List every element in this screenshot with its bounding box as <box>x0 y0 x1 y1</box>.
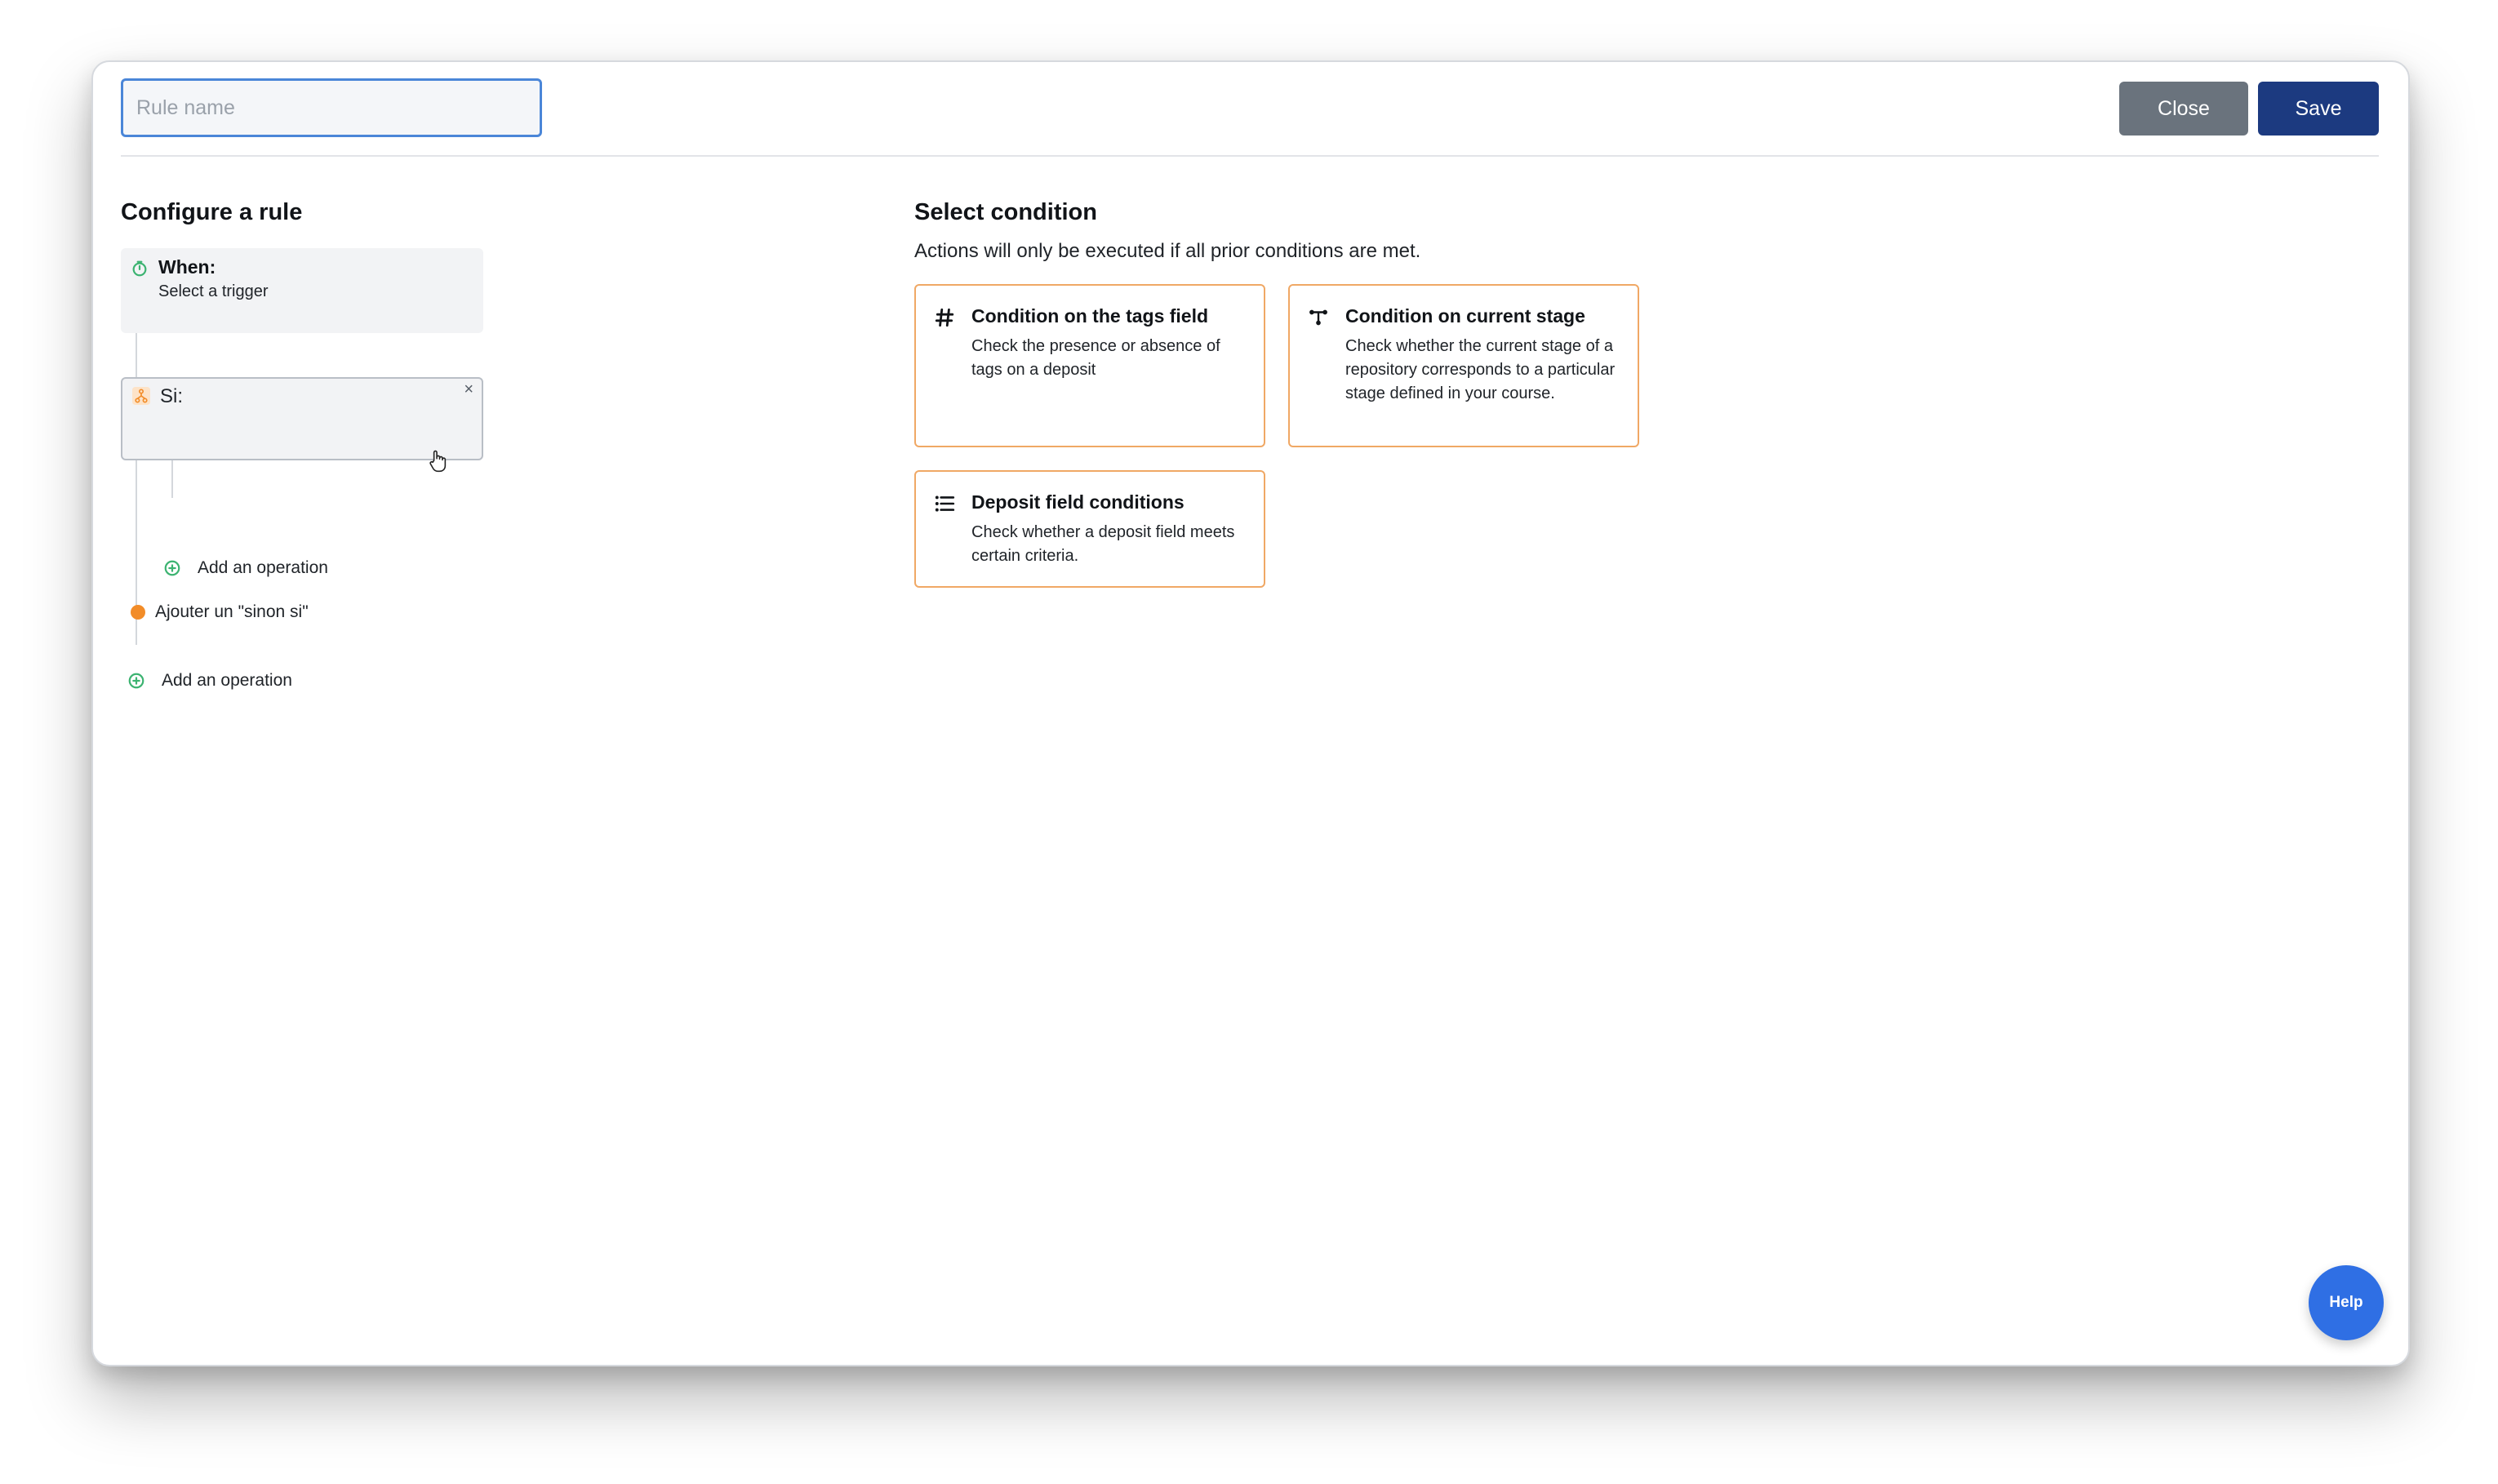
condition-card-title: Deposit field conditions <box>971 491 1185 513</box>
header-divider <box>121 155 2379 157</box>
else-if-dot-icon <box>131 605 145 620</box>
add-operation-button[interactable] <box>127 671 292 691</box>
rule-name-input[interactable] <box>121 78 542 137</box>
select-condition-subtitle: Actions will only be executed if all prior conditions are met. <box>914 240 1421 262</box>
branch-icon <box>132 387 150 405</box>
condition-card-description: Check whether the current stage of a repository corresponds to a particular stage defined in your course. <box>1345 337 1616 402</box>
flow-line <box>136 333 137 377</box>
stage-flow-icon <box>1308 307 1329 328</box>
add-else-if-button[interactable] <box>131 602 309 622</box>
rule-editor-window <box>91 60 2410 1366</box>
select-condition-title: Select condition <box>914 199 1097 225</box>
list-icon <box>934 493 955 514</box>
when-trigger-card[interactable] <box>121 248 483 333</box>
si-label: Si: <box>160 385 184 407</box>
when-trigger-text: Select a trigger <box>158 282 269 300</box>
condition-card-deposit-field[interactable] <box>914 470 1265 588</box>
add-operation-nested-button[interactable] <box>163 558 328 578</box>
add-circle-icon <box>127 672 145 690</box>
si-condition-card[interactable] <box>121 377 483 460</box>
condition-card-title: Condition on the tags field <box>971 305 1209 327</box>
add-else-if-label: Ajouter un "sinon si" <box>155 602 309 621</box>
condition-card-tags[interactable] <box>914 284 1265 447</box>
close-button[interactable]: Close <box>2119 82 2248 136</box>
hand-cursor-icon <box>428 449 449 473</box>
when-label: When: <box>158 256 216 278</box>
add-circle-icon <box>163 559 181 577</box>
timer-icon <box>131 260 149 278</box>
hash-icon <box>934 307 955 328</box>
condition-card-stage[interactable] <box>1288 284 1639 447</box>
add-operation-label: Add an operation <box>162 671 292 690</box>
condition-card-description: Check whether a deposit field meets certain criteria. <box>971 523 1235 565</box>
condition-card-title: Condition on current stage <box>1345 305 1585 327</box>
help-button[interactable]: Help <box>2309 1265 2384 1340</box>
save-button[interactable]: Save <box>2258 82 2379 136</box>
add-operation-label: Add an operation <box>198 558 328 577</box>
flow-line <box>171 457 173 498</box>
condition-card-description: Check the presence or absence of tags on a deposit <box>971 337 1220 379</box>
configure-rule-title: Configure a rule <box>121 199 303 225</box>
close-icon[interactable]: × <box>464 380 473 398</box>
